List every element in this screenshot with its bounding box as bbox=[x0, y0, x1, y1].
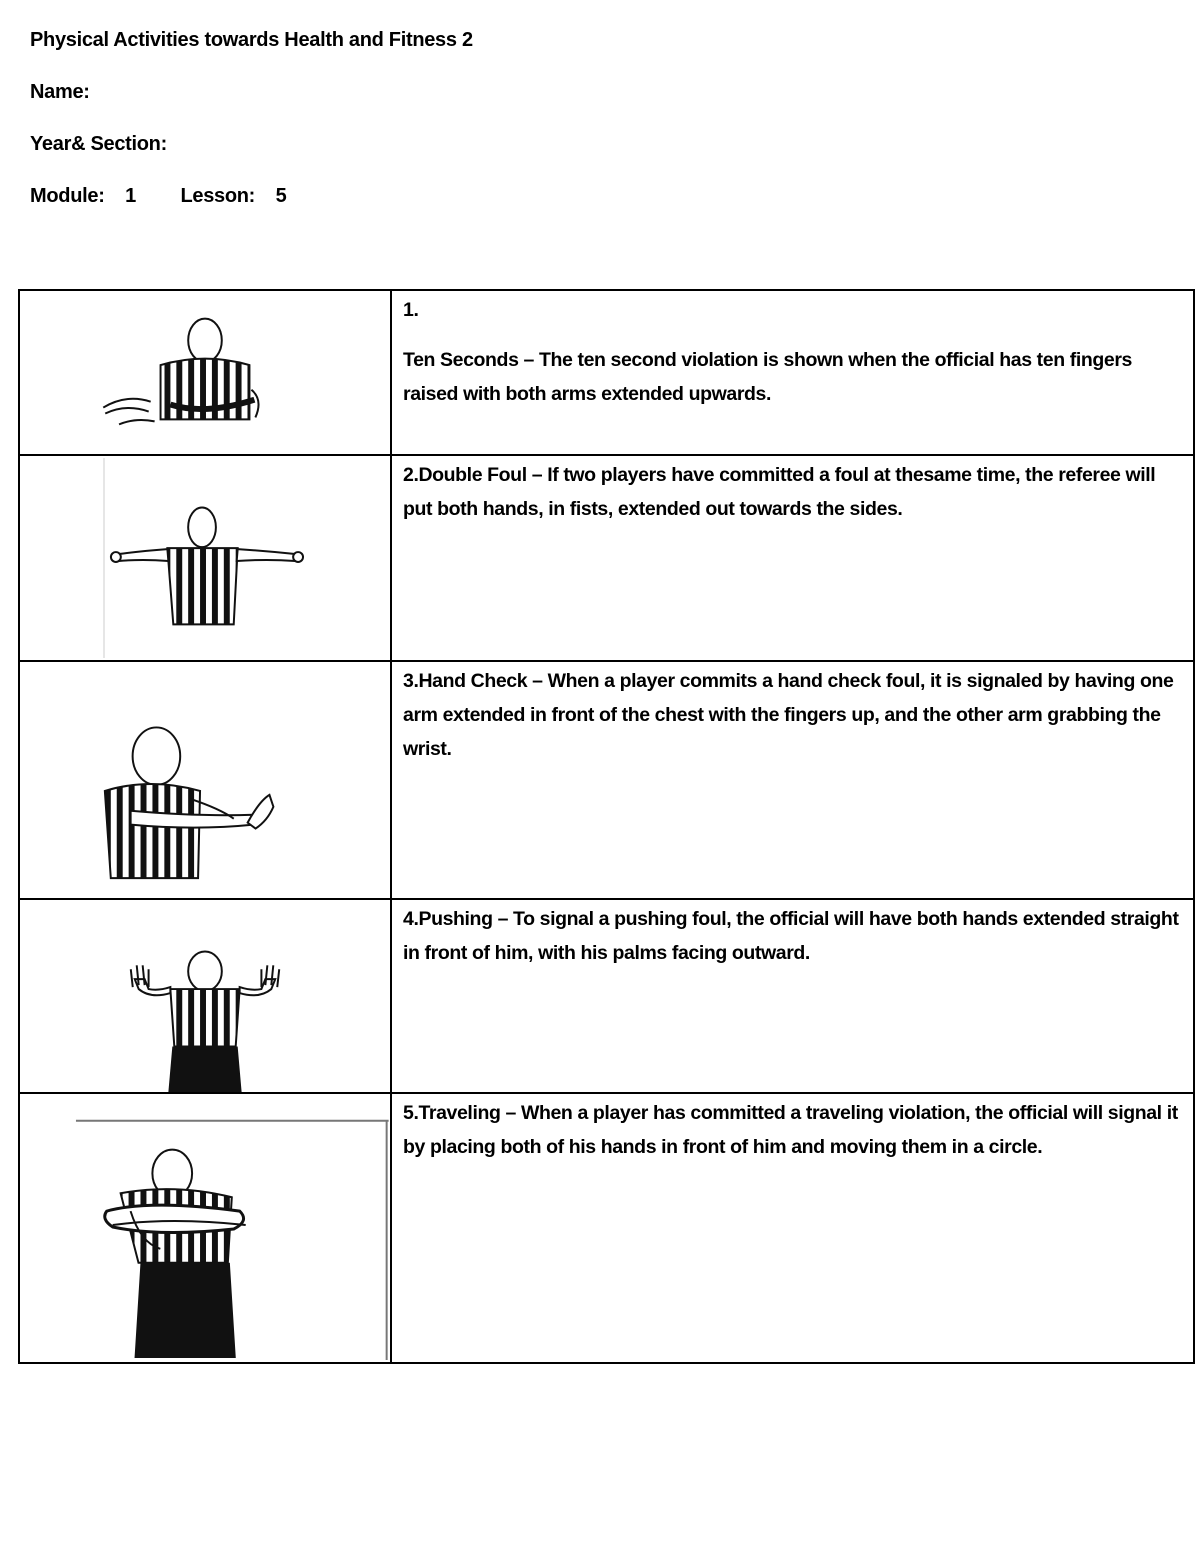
module-label: Module: bbox=[30, 185, 105, 207]
double-foul-referee-icon bbox=[20, 456, 390, 660]
traveling-referee-icon bbox=[20, 1094, 390, 1362]
signal-image-cell bbox=[19, 290, 391, 455]
year-section-label: Year& Section: bbox=[30, 133, 167, 155]
lesson-value: 5 bbox=[275, 185, 287, 207]
signal-description bbox=[391, 455, 1194, 661]
table-row bbox=[19, 899, 1194, 1093]
worksheet-title: Physical Activities towards Health and Fitness 2 bbox=[30, 29, 473, 51]
table-row bbox=[19, 455, 1194, 661]
module-lesson-line bbox=[30, 182, 473, 234]
module-value: 1 bbox=[125, 185, 136, 207]
signal-text: 5.Traveling – When a player has committed a traveling violation, the official will signal it by placing both of his hands in front of him and moving them in a circle. bbox=[403, 1102, 1178, 1158]
worksheet-header bbox=[30, 26, 473, 234]
signal-image-cell bbox=[19, 899, 391, 1093]
pushing-referee-icon bbox=[20, 900, 390, 1092]
signal-image-cell bbox=[19, 661, 391, 899]
table-row bbox=[19, 290, 1194, 455]
signal-number: 1. bbox=[403, 299, 419, 321]
signal-text: 3.Hand Check – When a player commits a hand check foul, it is signaled by having one arm extended in front of the chest with the fingers up, and the other arm grabbing the wrist. bbox=[403, 670, 1174, 760]
signal-image-cell bbox=[19, 1093, 391, 1363]
signal-image-cell bbox=[19, 455, 391, 661]
signal-text: Ten Seconds – The ten second violation is shown when the official has ten fingers raised with both arms extended upwards. bbox=[403, 349, 1132, 405]
lesson-label: Lesson: bbox=[180, 185, 256, 207]
signal-description bbox=[391, 899, 1194, 1093]
signals-table bbox=[18, 289, 1195, 1364]
signal-description bbox=[391, 1093, 1194, 1363]
signal-text: 4.Pushing – To signal a pushing foul, the official will have both hands extended straight in front of him, with his palms facing outward. bbox=[403, 908, 1179, 964]
name-label: Name: bbox=[30, 81, 90, 103]
signal-text: 2.Double Foul – If two players have committed a foul at thesame time, the referee will put both hands, in fists, extended out towards the sides. bbox=[403, 464, 1156, 520]
ten-seconds-referee-icon bbox=[20, 291, 390, 454]
signal-description bbox=[391, 661, 1194, 899]
table-row bbox=[19, 1093, 1194, 1363]
signal-description bbox=[391, 290, 1194, 455]
hand-check-referee-icon bbox=[20, 662, 390, 898]
table-row bbox=[19, 661, 1194, 899]
